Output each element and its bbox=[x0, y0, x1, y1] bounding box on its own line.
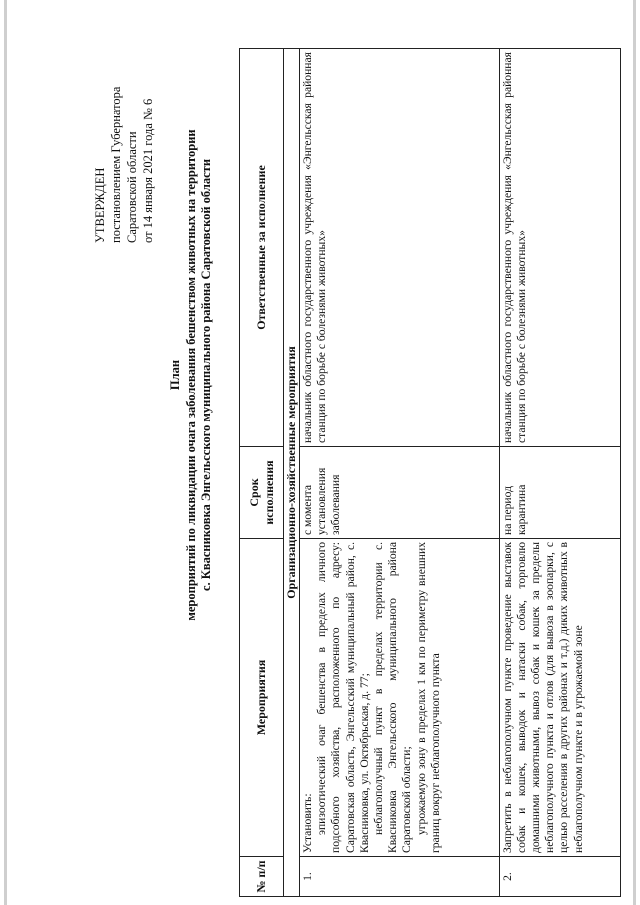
section-title: Организационно-хозяйственные мероприятия bbox=[284, 49, 300, 897]
plan-table bbox=[239, 48, 621, 897]
approval-line: постановлением Губернатора bbox=[109, 86, 123, 243]
actions-item: эпизоотический очаг бешенства в пределах личного подсобного хозяйства, расположенного по адресу: Саратовская область, Энгельсский муниципальный район, с. Квасниковка, ул. Октябрьская, д. 77; bbox=[315, 542, 371, 853]
row-actions bbox=[300, 539, 500, 857]
table-row bbox=[499, 49, 620, 897]
table-row bbox=[300, 49, 500, 897]
header-num: № п/п bbox=[240, 857, 284, 897]
document-title bbox=[168, 0, 215, 755]
row-term: на период карантина bbox=[499, 447, 620, 539]
approval-line: Саратовской области bbox=[125, 131, 139, 243]
title-line: мероприятий по ликвидации очага заболевания бешенством животных на территории bbox=[183, 129, 198, 621]
header-actions: Мероприятия bbox=[240, 539, 284, 857]
row-number: 2. bbox=[499, 857, 620, 897]
approval-date: от 14 января 2021 года № 6 bbox=[141, 98, 155, 243]
row-responsible: начальник областного государственного учреждения «Энгельсская районная станция по борьбе с болезнями животных» bbox=[300, 49, 500, 447]
row-actions: Запретить в неблагополучном пункте проведение выставок собак и кошек, выводок и натаски собак, торговлю домашними животными, вывоз собак и кошек за пределы неблагополучного пункта и отлов (для вывоза в зоопарки, с целью расселения в других районах и т.д.) диких животных в неблагополучном пункте и в угрожаемой зоне bbox=[499, 539, 620, 857]
row-term: с момента установления заболевания bbox=[300, 447, 500, 539]
actions-item: неблагополучный пункт в пределах территории с. Квасниковка Энгельсского муниципального района Саратовской области; bbox=[372, 542, 414, 853]
header-term: Срок исполнения bbox=[240, 447, 284, 539]
section-row bbox=[284, 49, 300, 897]
table-header-row bbox=[240, 49, 284, 897]
title-heading: План bbox=[168, 359, 182, 391]
row-responsible: начальник областного государственного учреждения «Энгельсская районная станция по борьбе с болезнями животных» bbox=[499, 49, 620, 447]
header-responsible: Ответственные за исполнение bbox=[240, 49, 284, 447]
row-number: 1. bbox=[300, 857, 500, 897]
approval-stamp bbox=[92, 87, 156, 243]
actions-intro: Установить: bbox=[301, 793, 314, 853]
actions-item: угрожаемую зону в пределах 1 км по периметру внешних границ вокруг неблагополучного пункта bbox=[414, 542, 442, 853]
title-line: с. Квасниковка Энгельсского муниципального района Саратовской области bbox=[199, 158, 213, 592]
approval-title: УТВЕРЖДЕН bbox=[93, 167, 107, 243]
